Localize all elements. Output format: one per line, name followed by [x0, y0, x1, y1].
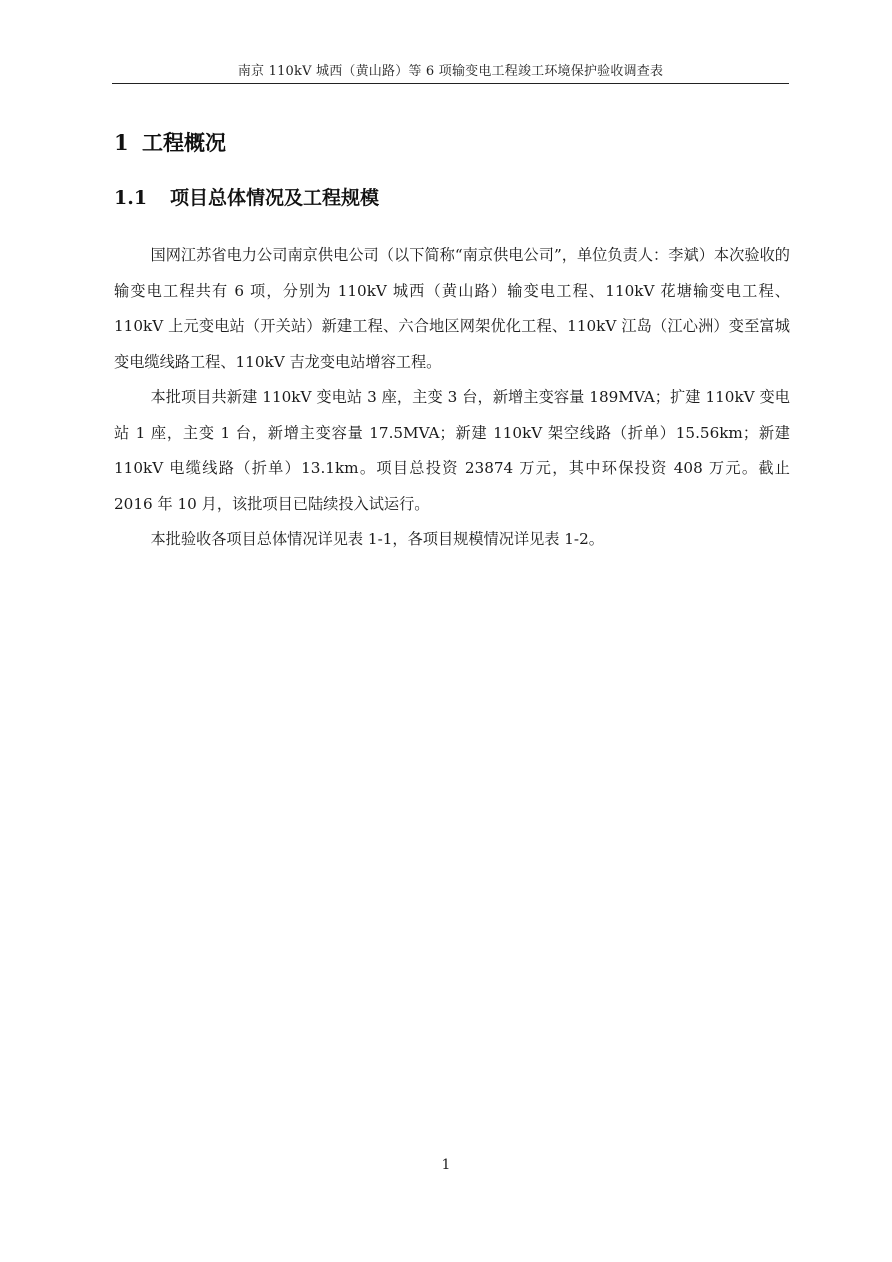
subsection-title: 项目总体情况及工程规模 — [170, 187, 380, 209]
subsection-number: 1.1 — [114, 187, 148, 209]
body-text — [114, 238, 790, 558]
paragraph-table-reference: 本批验收各项目总体情况详见表 1-1，各项目规模情况详见表 1-2。 — [150, 530, 604, 548]
running-header: 南京 110kV 城西（黄山路）等 6 项输变电工程竣工环境保护验收调查表 — [237, 64, 664, 79]
header-rule — [112, 83, 789, 84]
subsection-heading-1-1 — [114, 184, 379, 212]
section-number: 1 — [114, 130, 129, 155]
section-title: 工程概况 — [142, 130, 226, 155]
page-number: 1 — [441, 1157, 451, 1173]
paragraph-scale: 本批项目共新建 110kV 变电站 3 座，主变 3 台，新增主变容量 189MVA；扩建 110kV 变电站 1 座，主变 1 台，新增主变容量 17.5MVA；新建 110kV 架空线路（折单）15.56km；新建 110kV 电缆线路（折单）13.1km。项目总投资 23874 万元，其中环保投资 408 万元。截止 2016 年 10 月，该批项目已陆续投入试运行。 — [114, 388, 790, 513]
section-heading-1 — [114, 128, 226, 158]
paragraph-overview: 国网江苏省电力公司南京供电公司（以下简称“南京供电公司”，单位负责人：李斌）本次验收的输变电工程共有 6 项，分别为 110kV 城西（黄山路）输变电工程、110kV 花塘输变电工程、110kV 上元变电站（开关站）新建工程、六合地区网架优化工程、110kV 江岛（江心洲）变至富城变电缆线路工程、110kV 吉龙变电站增容工程。 — [114, 246, 790, 371]
